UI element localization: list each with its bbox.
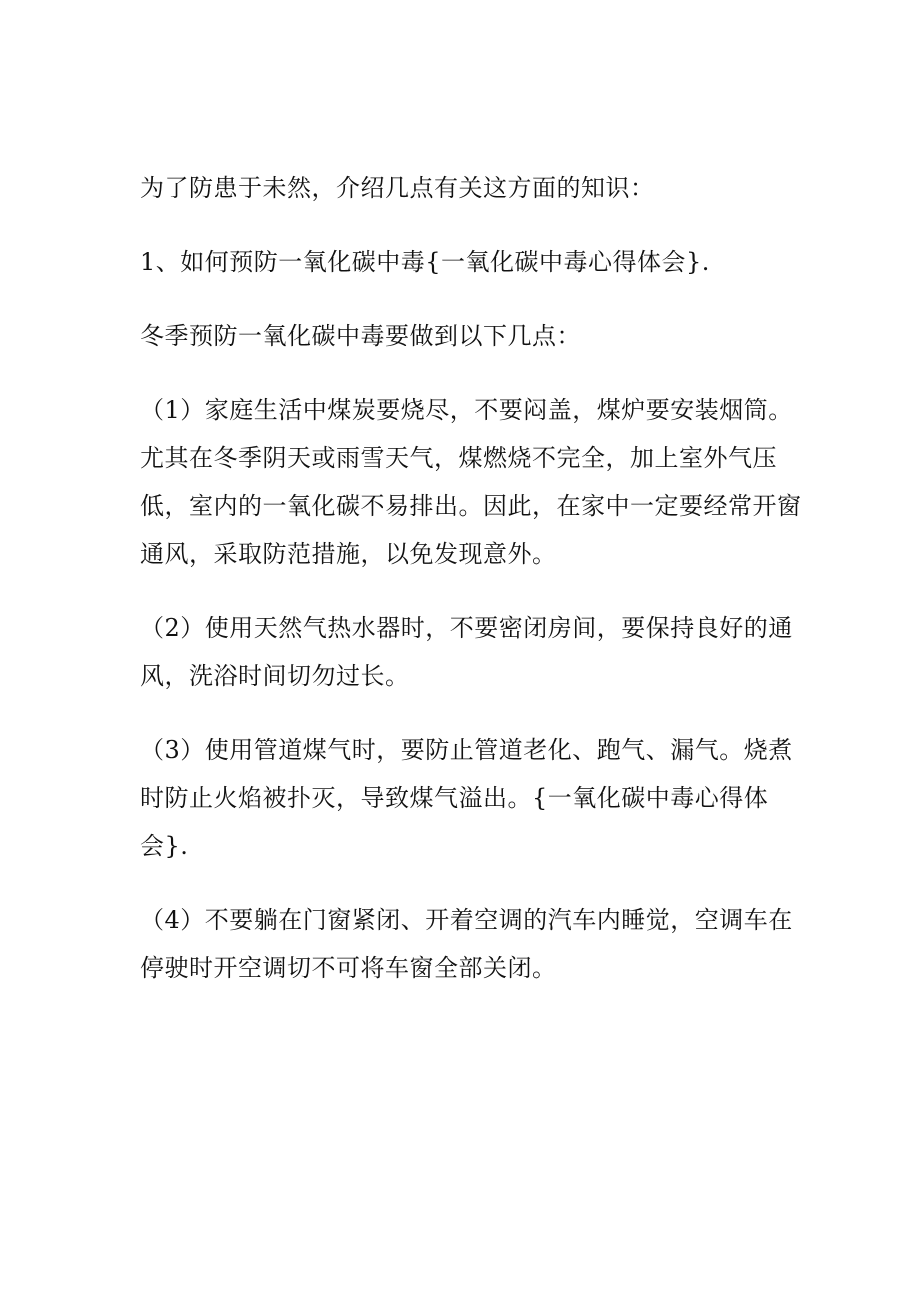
section-heading: 1、如何预防一氧化碳中毒{一氧化碳中毒心得体会}. bbox=[140, 248, 710, 276]
intro-paragraph: 为了防患于未然，介绍几点有关这方面的知识： bbox=[140, 174, 655, 202]
tip-2-paragraph: （2）使用天然气热水器时，不要密闭房间，要保持良好的通风，洗浴时间切勿过长。 bbox=[140, 614, 793, 690]
tip-3-paragraph: （3）使用管道煤气时，要防止管道老化、跑气、漏气。烧煮时防止火焰被扑灭，导致煤气溢出。{一氧化碳中毒心得体会}. bbox=[140, 736, 793, 860]
tip-1-paragraph: （1）家庭生活中煤炭要烧尽，不要闷盖，煤炉要安装烟筒。尤其在冬季阴天或雨雪天气，煤燃烧不完全，加上室外气压低，室内的一氧化碳不易排出。因此，在家中一定要经常开窗通风，采取防范措施，以免发现意外。 bbox=[140, 396, 802, 568]
winter-prevention-intro: 冬季预防一氧化碳中毒要做到以下几点： bbox=[140, 322, 581, 350]
tip-4-paragraph: （4）不要躺在门窗紧闭、开着空调的汽车内睡觉，空调车在停驶时开空调切不可将车窗全部关闭。 bbox=[140, 906, 793, 982]
